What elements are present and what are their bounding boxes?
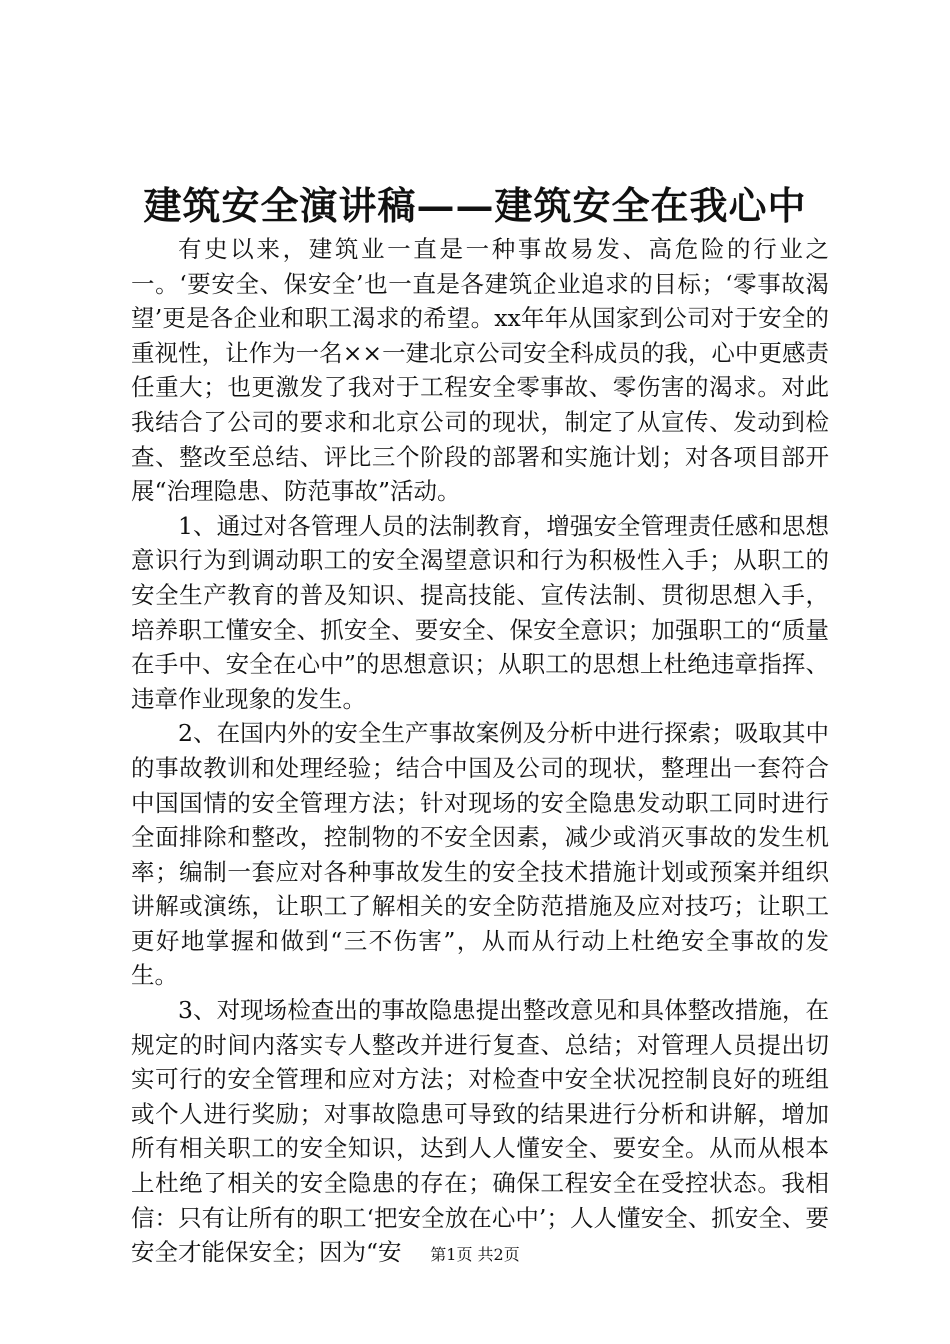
document-body: [131, 232, 829, 1270]
paragraph-point-1: 1、通过对各管理人员的法制教育，增强安全管理责任感和思想意识行为到调动职工的安全渴望意识和行为积极性入手；从职工的安全生产教育的普及知识、提高技能、宣传法制、贯彻思想入手，培养职工懂安全、抓安全、要安全、保安全意识；加强职工的“质量在手中、安全在心中”的思想意识；从职工的思想上杜绝违章指挥、违章作业现象的发生。: [131, 511, 829, 713]
page-number-footer: 第1页 共2页: [430, 1245, 520, 1264]
document-title: 建筑安全演讲稿——建筑安全在我心中: [143, 183, 807, 229]
paragraph-intro: 有史以来，建筑业一直是一种事故易发、高危险的行业之一。‘要安全、保安全’也一直是各建筑企业追求的目标；‘零事故渴望’更是各企业和职工渴求的希望。xx年年从国家到公司对于安全的重视性，让作为一名××一建北京公司安全科成员的我，心中更感责任重大；也更激发了我对于工程安全零事故、零伤害的渴求。对此我结合了公司的要求和北京公司的现状，制定了从宣传、发动到检查、整改至总结、评比三个阶段的部署和实施计划；对各项目部开展“治理隐患、防范事故”活动。: [131, 235, 829, 506]
paragraph-point-2: 2、在国内外的安全生产事故案例及分析中进行探索；吸取其中的事故教训和处理经验；结合中国及公司的现状，整理出一套符合中国国情的安全管理方法；针对现场的安全隐患发动职工同时进行全面排除和整改，控制物的不安全因素，减少或消灭事故的发生机率；编制一套应对各种事故发生的安全技术措施计划或预案并组织讲解或演练，让职工了解相关的安全防范措施及应对技巧；让职工更好地掌握和做到“三不伤害”，从而从行动上杜绝安全事故的发生。: [131, 719, 829, 990]
paragraph-point-3: 3、对现场检查出的事故隐患提出整改意见和具体整改措施，在规定的时间内落实专人整改并进行复查、总结；对管理人员提出切实可行的安全管理和应对方法；对检查中安全状况控制良好的班组或个人进行奖励；对事故隐患可导致的结果进行分析和讲解，增加所有相关职工的安全知识，达到人人懂安全、要安全。从而从根本上杜绝了相关的安全隐患的存在；确保工程安全在受控状态。我相信：只有让所有的职工‘把安全放在心中’；人人懂安全、抓安全、要安全才能保安全；因为“安: [131, 996, 829, 1267]
